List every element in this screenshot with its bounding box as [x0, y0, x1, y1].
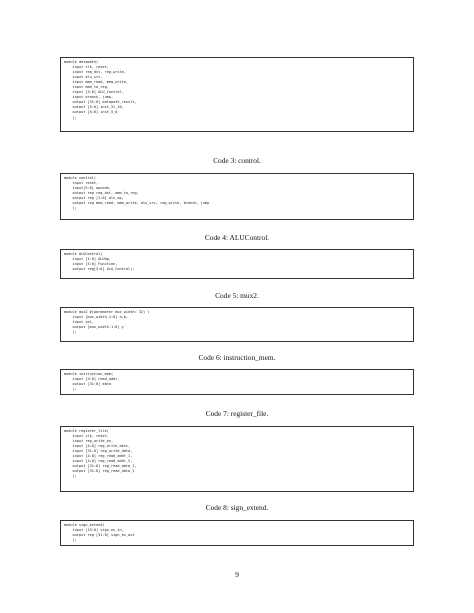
code-block-alucontrol	[60, 249, 414, 279]
code-block-register-file	[60, 426, 414, 492]
code-caption: Code 6: instruction_mem.	[198, 353, 276, 362]
code-caption: Code 3: control.	[213, 156, 261, 165]
code-text: module control( input reset, input[5:0] opcode, output reg reg_dst, mem_to_reg, output reg [1:0] alu_op, output reg mem_read, mem_write, alu_src, reg_write, branch, jump );	[64, 176, 210, 211]
code-block-mux2	[60, 307, 414, 342]
code-block-datapath	[60, 57, 414, 132]
code-text: module mux2 #(parameter mux_width= 32) ( input [mux_width-1:0] a,b, input sel, output [mux_width-1:0] y );	[64, 310, 150, 335]
code-text: module sign_extend( input [15:0] sign_ex_in, output reg [31:0] sign_ex_out );	[64, 523, 135, 543]
code-caption: Code 7: register_file.	[205, 409, 269, 418]
code-block-instruction-mem	[60, 369, 414, 395]
code-caption: Code 4: ALUControl.	[204, 233, 270, 242]
code-block-sign-extend	[60, 520, 414, 546]
page-number: 9	[235, 570, 239, 579]
code-text: module datapath( input clk, reset, input reg_dst, reg_write, input alu_src, input mem_read, mem_write, input mem_to_reg, input [3:0] ALU_Control, input branch, jump, output [31:0] datapath_result, output [5:0] inst_31_26, output [5:0] inst_5_0 );	[64, 60, 137, 120]
code-caption: Code 5: mux2.	[215, 291, 259, 300]
code-block-control	[60, 173, 414, 220]
code-text: module instruction_mem( input [9:0] read_addr, output [31:0] data );	[64, 372, 120, 392]
code-caption: Code 8: sign_extend.	[205, 503, 269, 512]
code-text: module ALUControl( input [1:0] ALUOp, input [5:0] Function, output reg[3:0] ALU_Control);	[64, 252, 135, 272]
code-text: module register_file( input clk, reset, input reg_write_en, input [4:0] reg_write_dest, input [31:0] reg_write_data, input [4:0] reg_read_addr_1, input [4:0] reg_read_addr_2, output [31:0] reg_read_data_1, output [31:0] reg_read_data_2 );	[64, 429, 137, 479]
